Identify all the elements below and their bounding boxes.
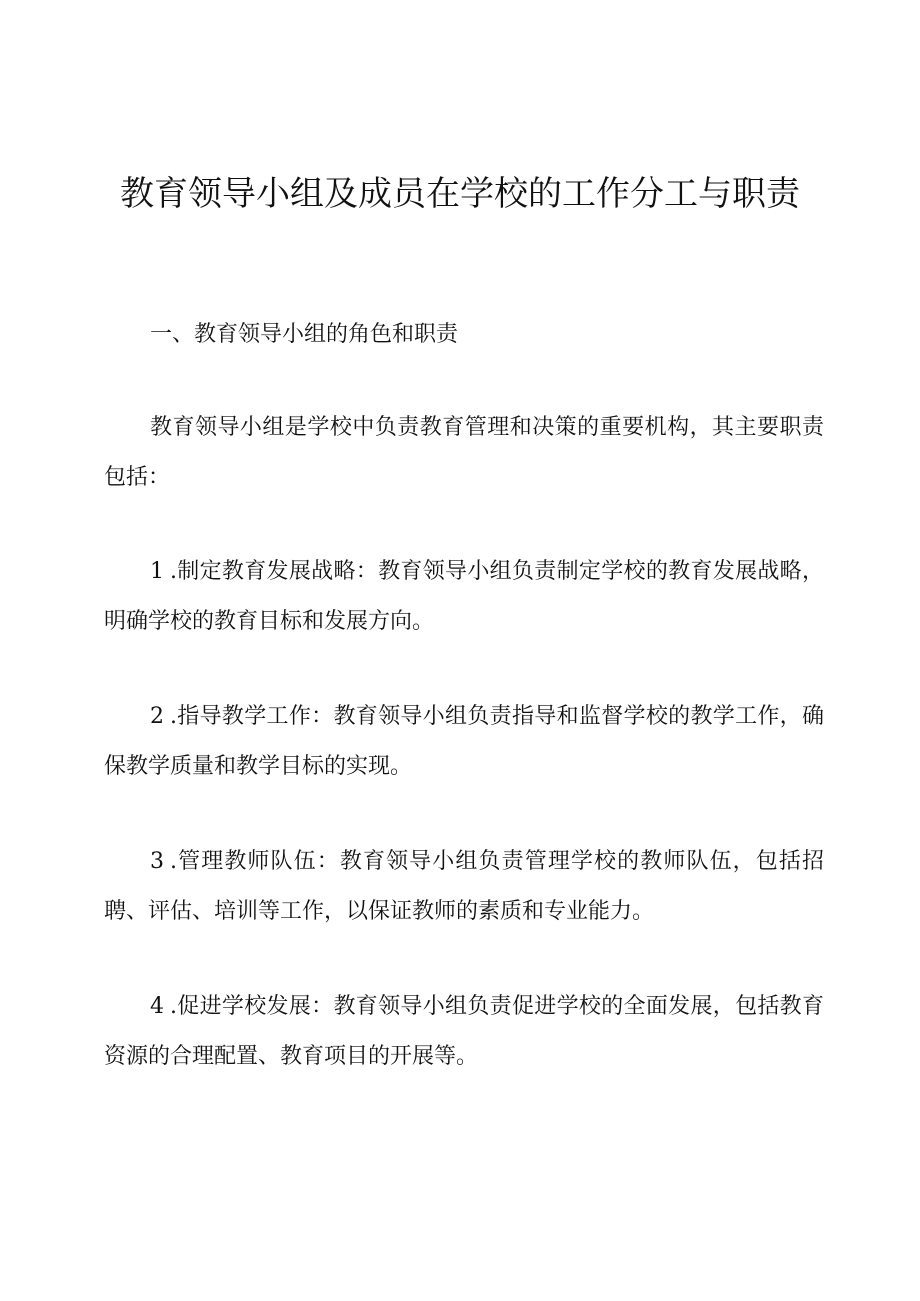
list-item-number: 4 [150, 994, 164, 1019]
list-item [104, 692, 824, 792]
list-item-text: .管理教师队伍：教育领导小组负责管理学校的教师队伍，包括招聘、评估、培训等工作，以保证教师的素质和专业能力。 [104, 849, 824, 924]
list-item-text: .制定教育发展战略：教育领导小组负责制定学校的教育发展战略，明确学校的教育目标和发展方向。 [104, 559, 824, 634]
intro-paragraph: 教育领导小组是学校中负责教育管理和决策的重要机构，其主要职责包括： [104, 415, 824, 490]
list-item-text: .促进学校发展：教育领导小组负责促进学校的全面发展，包括教育资源的合理配置、教育项目的开展等。 [104, 994, 824, 1069]
list-item [104, 837, 824, 937]
list-item-text: .指导教学工作：教育领导小组负责指导和监督学校的教学工作，确保教学质量和教学目标的实现。 [104, 704, 824, 779]
document-title: 教育领导小组及成员在学校的工作分工与职责 [120, 174, 800, 214]
list-item-number: 1 [150, 559, 164, 584]
list-item-number: 3 [150, 849, 164, 874]
list-item [104, 982, 824, 1082]
section-heading: 一、教育领导小组的角色和职责 [150, 322, 459, 347]
list-item [104, 547, 824, 647]
list-item-number: 2 [150, 704, 164, 729]
